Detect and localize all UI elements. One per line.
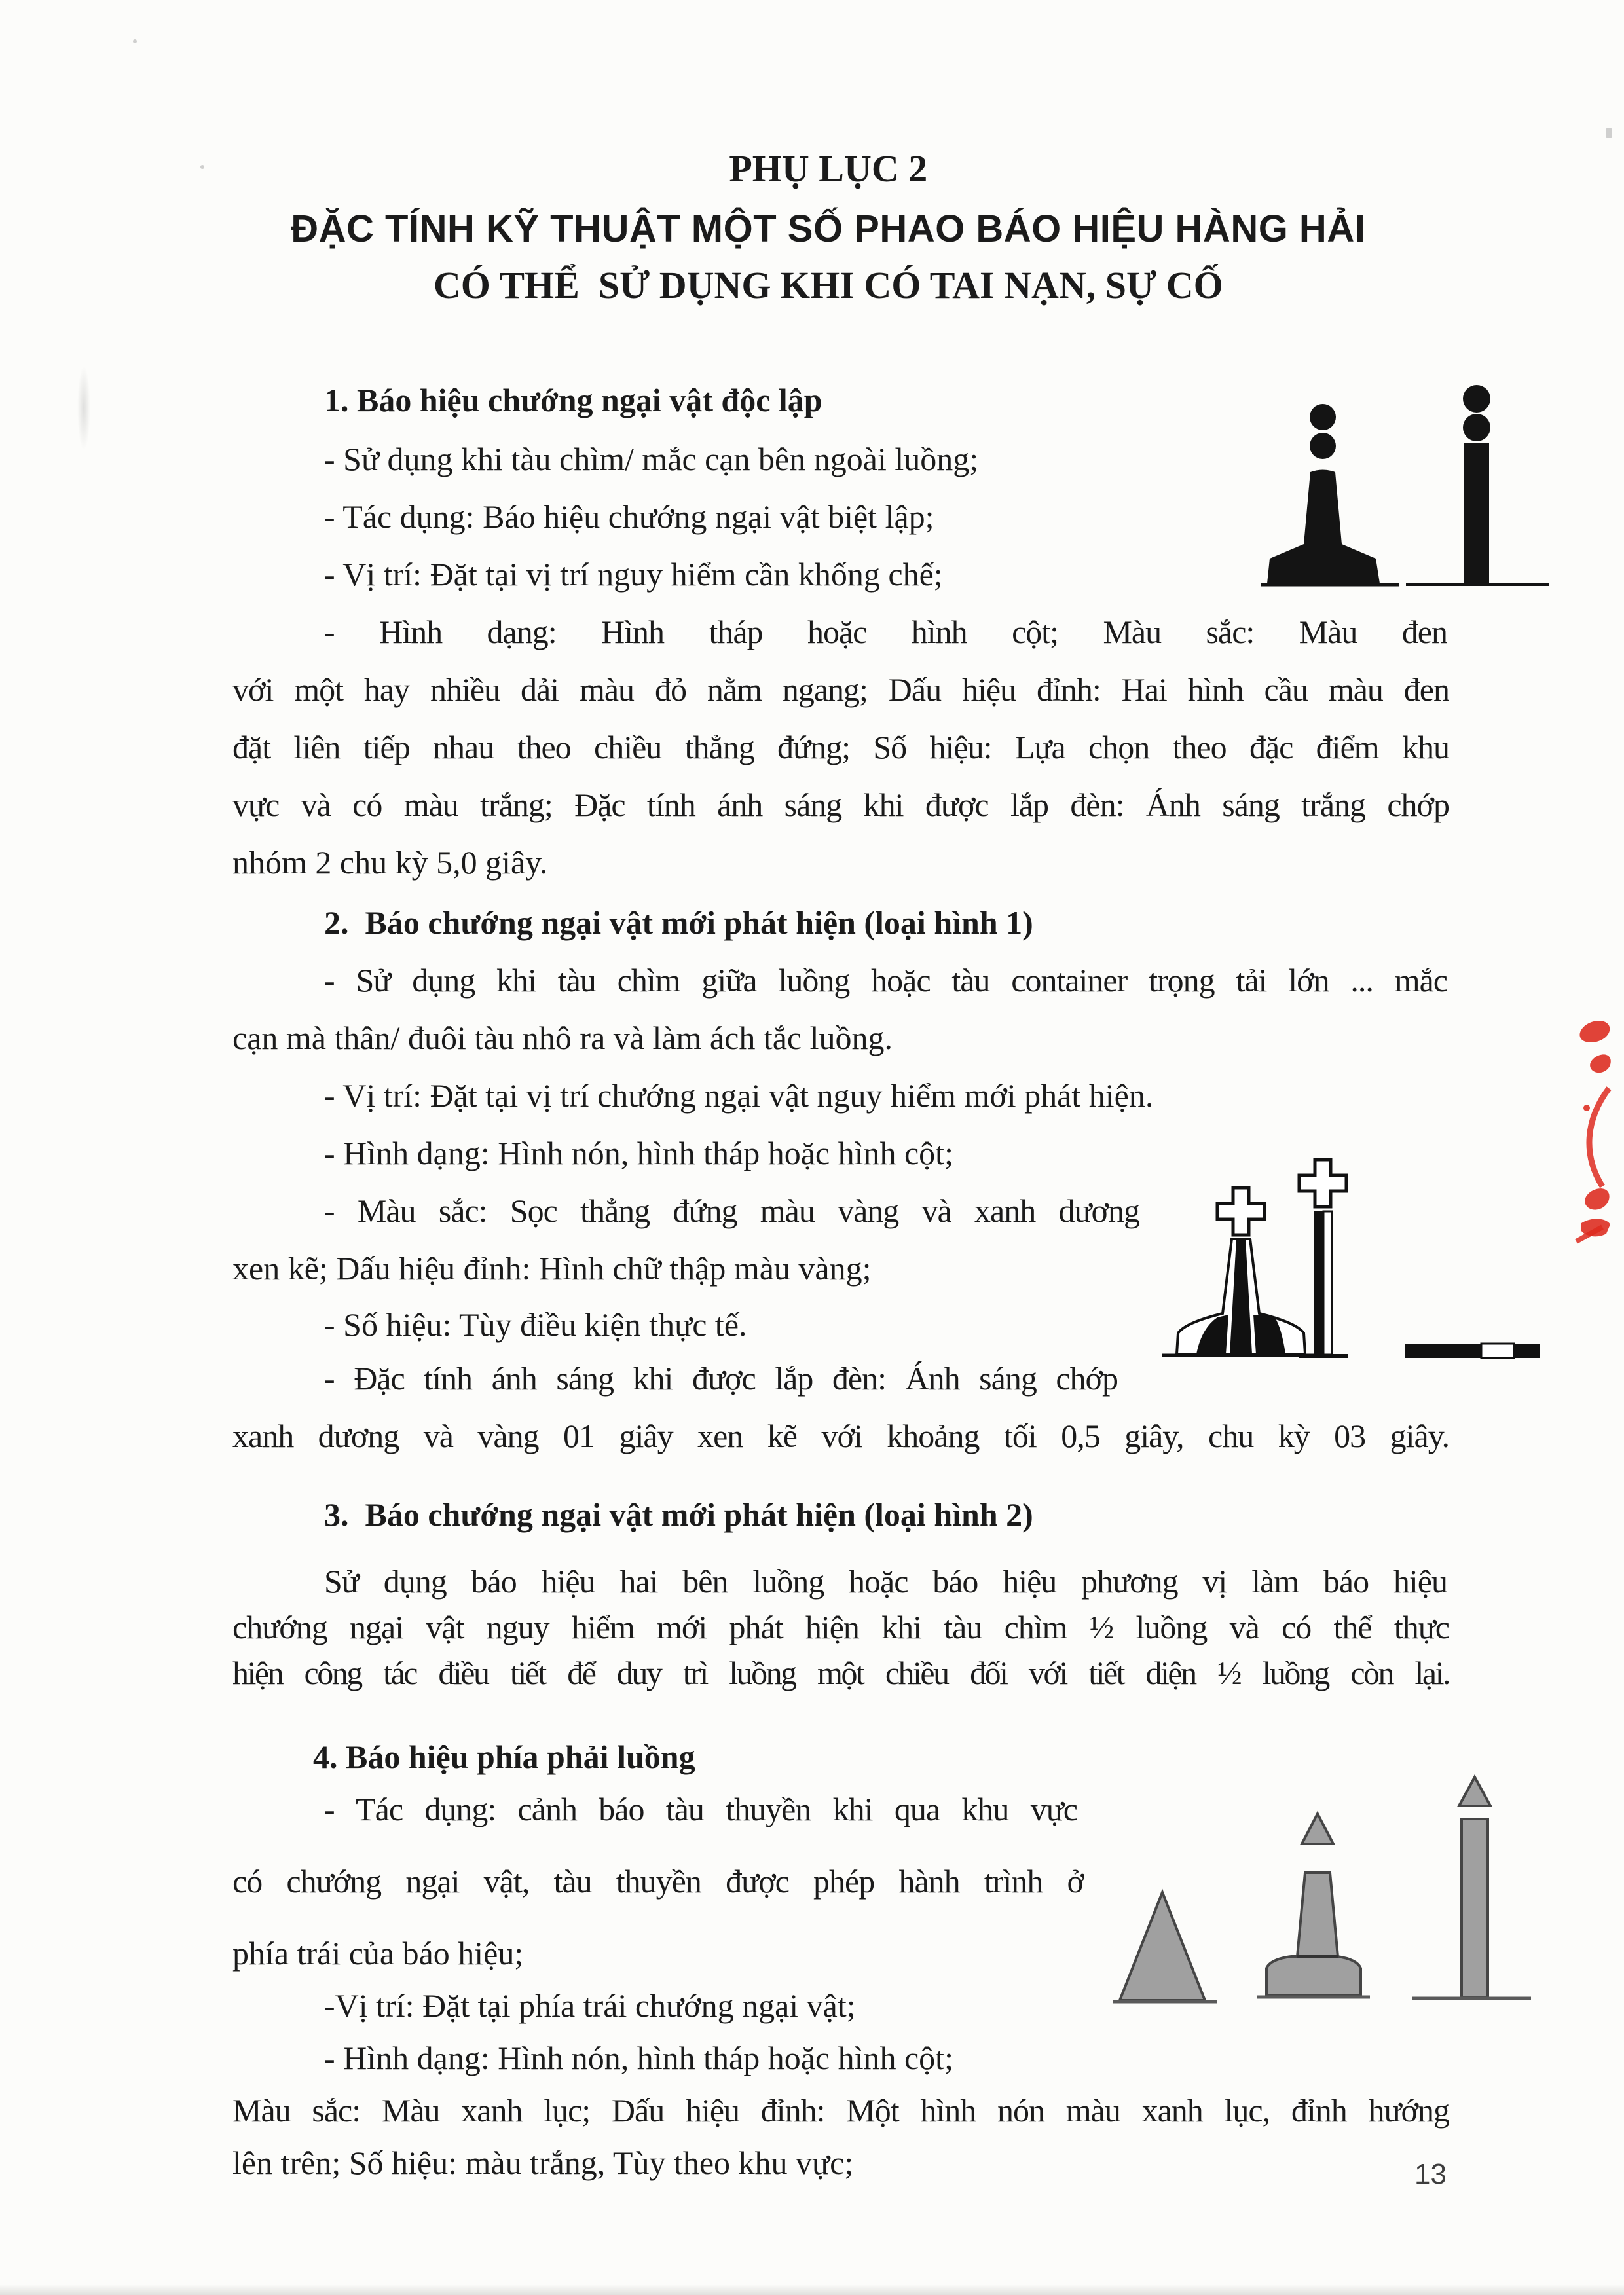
text-line: có chướng ngại vật, tàu thuyền được phép hành trình ở: [232, 1863, 1084, 1900]
text-line: - Vị trí: Đặt tại vị trí nguy hiểm cần khống chế;: [324, 556, 943, 593]
text-line: - Hình dạng: Hình tháp hoặc hình cột; Màu sắc: Màu đen: [324, 614, 1447, 650]
scan-speck: [200, 165, 204, 169]
text-line: - Màu sắc: Sọc thẳng đứng màu vàng và xanh dương: [324, 1192, 1139, 1229]
text-line: phía trái của báo hiệu;: [232, 1935, 524, 1972]
buoy-stripe: [1323, 1211, 1332, 1355]
text-line: Sử dụng báo hiệu hai bên luồng hoặc báo hiệu phương vị làm báo hiệu: [324, 1563, 1447, 1600]
ball-topmark: [1310, 404, 1336, 430]
section-1-heading: 1. Báo hiệu chướng ngại vật độc lập: [324, 382, 822, 418]
figure-new-obstruction-type1-buoys: [1149, 1154, 1555, 1370]
text-line: cạn mà thân/ đuôi tàu nhô ra và làm ách tắc luồng.: [232, 1019, 893, 1056]
text-line: đặt liên tiếp nhau theo chiều thẳng đứng; Số hiệu: Lựa chọn theo đặc điểm khu: [232, 729, 1449, 765]
scan-speck: [133, 39, 137, 43]
text-line: - Hình dạng: Hình nón, hình tháp hoặc hình cột;: [324, 1135, 953, 1171]
document-title-line1: ĐẶC TÍNH KỸ THUẬT MỘT SỐ PHAO BÁO HIỆU HÀNG HẢI: [291, 208, 1366, 250]
text-line: xen kẽ; Dấu hiệu đỉnh: Hình chữ thập màu vàng;: [232, 1250, 872, 1287]
text-line: xanh dương và vàng 01 giây xen kẽ với khoảng tối 0,5 giây, chu kỳ 03 giây.: [232, 1418, 1449, 1454]
figure-isolated-danger-buoys: [1261, 383, 1549, 599]
page-number: 13: [1414, 2158, 1447, 2190]
buoy-tower-trunk: [1304, 470, 1342, 545]
section-3-heading: 3. Báo chướng ngại vật mới phát hiện (loại hình 2): [324, 1496, 1033, 1533]
text-line: - Hình dạng: Hình nón, hình tháp hoặc hình cột;: [324, 2040, 953, 2076]
text-line: vực và có màu trắng; Đặc tính ánh sáng khi được lắp đèn: Ánh sáng trắng chớp: [232, 786, 1449, 823]
buoy-pillar: [1462, 1819, 1488, 1997]
buoy-tower-trunk: [1297, 1873, 1338, 1956]
text-line: - Số hiệu: Tùy điều kiện thực tế.: [324, 1306, 747, 1343]
document-title-line2: CÓ THỂ SỬ DỤNG KHI CÓ TAI NẠN, SỰ CỐ: [433, 264, 1223, 306]
text-line: nhóm 2 chu kỳ 5,0 giây.: [232, 844, 548, 881]
buoy-stripe: [1314, 1211, 1323, 1355]
horizontal-spar: [1405, 1344, 1540, 1358]
cross-topmark: [1217, 1188, 1264, 1235]
buoy-tower-base: [1266, 1956, 1361, 1996]
text-line: - Tác dụng: cảnh báo tàu thuyền khi qua khu vực: [324, 1791, 1077, 1827]
text-line: - Tác dụng: Báo hiệu chướng ngại vật biệt lập;: [324, 498, 934, 535]
red-stamp-fragment: [1567, 1016, 1624, 1245]
ball-topmark: [1310, 433, 1336, 459]
text-line: - Sử dụng khi tàu chìm/ mắc cạn bên ngoài luồng;: [324, 441, 979, 477]
scan-smudge: [77, 365, 90, 450]
text-line: - Sử dụng khi tàu chìm giữa luồng hoặc tàu container trọng tải lớn ... mắc: [324, 962, 1447, 999]
text-line: - Đặc tính ánh sáng khi được lắp đèn: Ánh sáng chớp: [324, 1360, 1118, 1397]
buoy-tower-base: [1267, 544, 1380, 583]
ball-topmark: [1463, 385, 1490, 413]
text-line: chướng ngại vật nguy hiểm mới phát hiện khi tàu chìm ½ luồng và có thể thực: [232, 1609, 1449, 1645]
text-line: Màu sắc: Màu xanh lục; Dấu hiệu đỉnh: Một hình nón màu xanh lục, đỉnh hướng: [232, 2092, 1449, 2129]
text-line: - Vị trí: Đặt tại vị trí chướng ngại vật nguy hiểm mới phát hiện.: [324, 1077, 1154, 1114]
figure-starboard-side-buoys: [1061, 1768, 1559, 2017]
section-4-heading: 4. Báo hiệu phía phải luồng: [313, 1738, 695, 1775]
text-line: -Vị trí: Đặt tại phía trái chướng ngại vật;: [324, 1987, 856, 2024]
scan-edge-shadow: [0, 2285, 1624, 2295]
text-line: lên trên; Số hiệu: màu trắng, Tùy theo khu vực;: [232, 2144, 854, 2181]
cone-topmark: [1302, 1814, 1333, 1844]
conical-buoy: [1120, 1892, 1205, 2000]
cross-topmark: [1299, 1160, 1346, 1207]
section-2-heading: 2. Báo chướng ngại vật mới phát hiện (loại hình 1): [324, 904, 1033, 941]
appendix-title: PHỤ LỤC 2: [729, 147, 928, 190]
cone-topmark: [1459, 1777, 1490, 1806]
text-line: hiện công tác điều tiết để duy trì luồng một chiều đối với tiết diện ½ luồng còn lại.: [232, 1655, 1449, 1691]
ball-topmark: [1463, 414, 1490, 441]
text-line: với một hay nhiều dải màu đỏ nằm ngang; Dấu hiệu đỉnh: Hai hình cầu màu đen: [232, 671, 1449, 708]
buoy-pillar: [1464, 443, 1489, 585]
scan-speck: [1606, 128, 1612, 138]
